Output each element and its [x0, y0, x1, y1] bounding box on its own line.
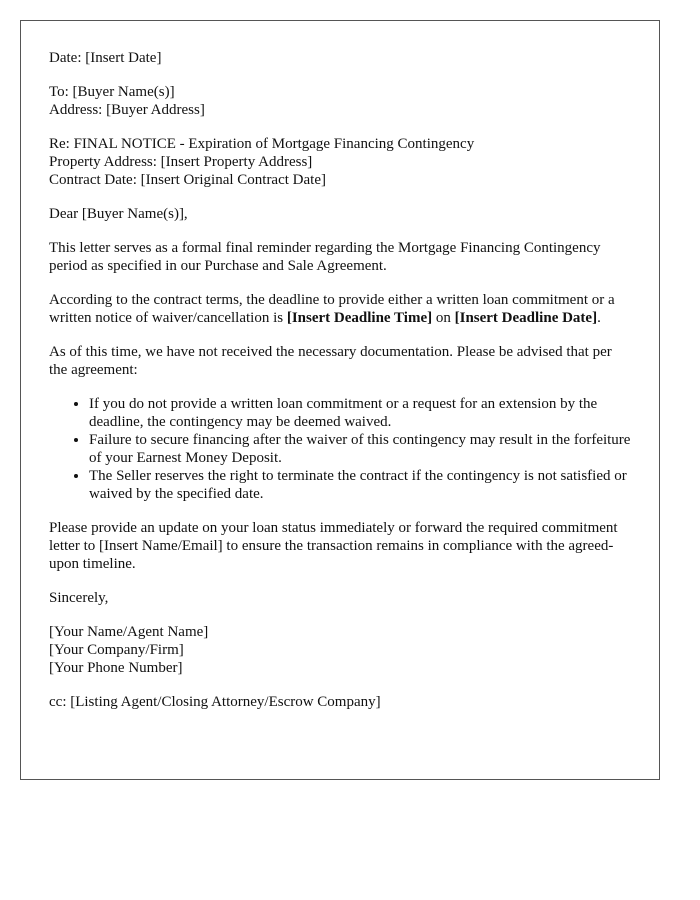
date-line: Date: [Insert Date] [49, 50, 162, 66]
terms-list-item: • The Seller reserves the right to terminate the contract if the contingency is not satisfied or waived by the specified date. [89, 467, 631, 503]
terms-list [49, 395, 631, 503]
deadline-paragraph [49, 291, 631, 327]
deadline-middle: on [432, 310, 455, 326]
deadline-prefix: According to the contract terms, the deadline to provide either a written loan commitment or a written notice of waiver/cancellation is [49, 292, 615, 326]
advisory-paragraph: As of this time, we have not received the necessary documentation. Please be advised that per the agreement: [49, 344, 612, 378]
recipient-address-line: Address: [Buyer Address] [49, 102, 205, 118]
recipient-block [49, 83, 631, 119]
terms-list-item: • Failure to secure financing after the waiver of this contingency may result in the forfeiture of your Earnest Money Deposit. [89, 431, 631, 467]
deadline-time: [Insert Deadline Time] [286, 310, 433, 326]
signature-block [49, 623, 631, 677]
date-paragraph [49, 49, 631, 67]
signer-company: [Your Company/Firm] [49, 642, 184, 658]
recipient-line: To: [Buyer Name(s)] [49, 84, 175, 100]
closing-word: Sincerely, [49, 590, 109, 606]
subject-line: Re: FINAL NOTICE - Expiration of Mortgage Financing Contingency [49, 136, 475, 152]
property-address-line: Property Address: [Insert Property Address] [49, 154, 313, 170]
cc-line: cc: [Listing Agent/Closing Attorney/Escrow Company] [49, 694, 381, 710]
intro-paragraph: This letter serves as a formal final reminder regarding the Mortgage Financing Contingency period as specified in our Purchase and Sale Agreement. [49, 240, 601, 274]
contract-date-line: Contract Date: [Insert Original Contract Date] [49, 172, 326, 188]
salutation: Dear [Buyer Name(s)], [49, 206, 188, 222]
reference-block [49, 135, 631, 189]
deadline-date: [Insert Deadline Date] [454, 310, 598, 326]
terms-list-item: • If you do not provide a written loan commitment or a request for an extension by the deadline, the contingency may be deemed waived. [89, 395, 631, 431]
closing-request-paragraph: Please provide an update on your loan status immediately or forward the required commitment letter to [Insert Name/Email] to ensure the transaction remains in compliance with the agreed-upon timeline. [49, 520, 618, 572]
signer-phone: [Your Phone Number] [49, 660, 183, 676]
signer-name: [Your Name/Agent Name] [49, 624, 209, 640]
letter-document [20, 20, 660, 780]
deadline-suffix: . [597, 310, 601, 326]
